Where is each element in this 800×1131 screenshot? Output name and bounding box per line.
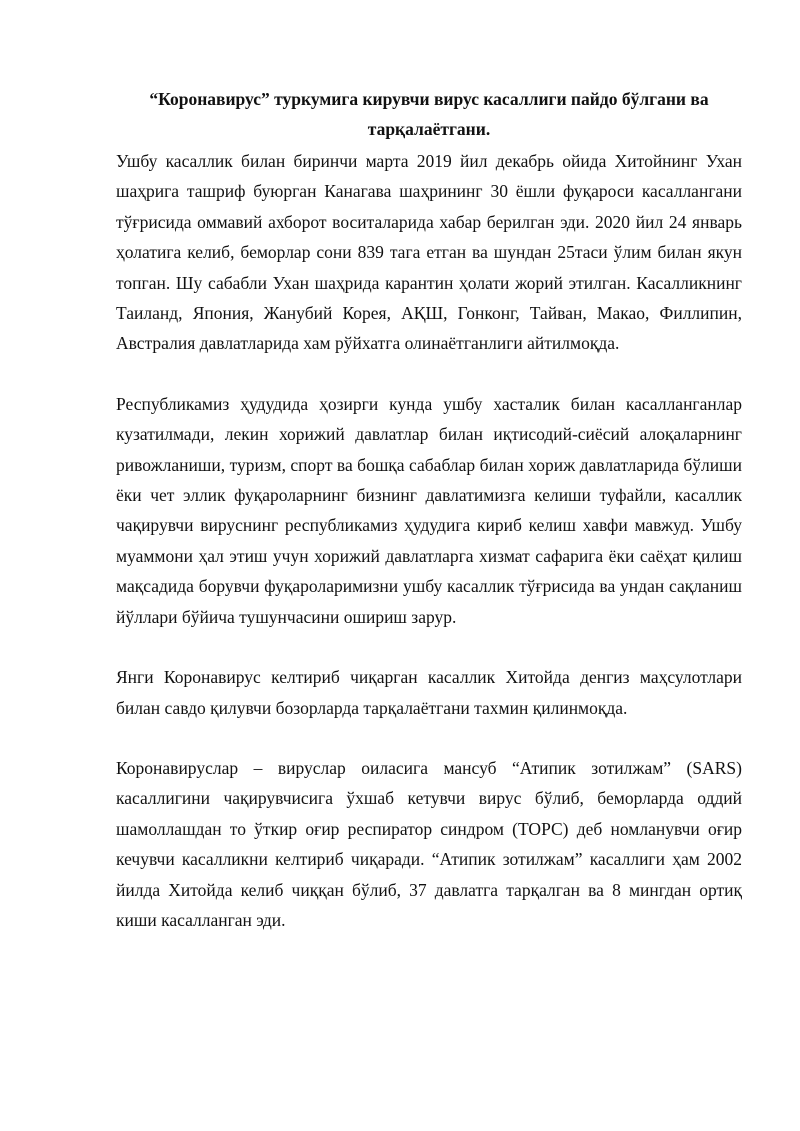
document-page — [116, 84, 742, 965]
paragraph-coronaviruses: Коронавируслар – вируслар оиласига мансуб “Атипик зотилжам” (SARS) касаллигини чақирувчисига ўхшаб кетувчи вирус бўлиб, беморларда оддий шамоллашдан то ўткир оғир респиратор синдром (ТОРС) деб номланувчи оғир кечувчи касалликни келтириб чиқаради. “Атипик зотилжам” касаллиги ҳам 2002 йилда Хитойда келиб чиққан бўлиб, 37 давлатга тарқалган ва 8 мингдан ортиқ киши касалланган эди. — [116, 757, 742, 930]
paragraph-origin: Янги Коронавирус келтириб чиқарган касаллик Хитойда денгиз маҳсулотлари билан савдо қилувчи бозорларда тарқалаётгани тахмин қилинмоқда. — [116, 667, 742, 718]
paragraph-intro: Ушбу касаллик билан биринчи марта 2019 йил декабрь ойида Хитойнинг Ухан шаҳрига ташриф буюрган Канагава шаҳрининг 30 ёшли фуқароси касаллангани тўғрисида оммавий ахборот воситаларида хабар берилган эди. 2020 йил 24 январь ҳолатига келиб, беморлар сони 839 тага етган ва шундан 25таси ўлим билан якун топган. Шу сабабли Ухан шаҳрида карантин ҳолати жорий этилган. Касалликнинг Таиланд, Япония, Жанубий Корея, АҚШ, Гонконг, Тайван, Макао, Филлипин, Австралия давлатларида хам рўйхатга олинаётганлиги айтилмоқда. — [116, 151, 742, 354]
paragraph-risk: Республикамиз ҳудудида ҳозирги кунда ушбу хасталик билан касалланганлар кузатилмади, лекин хорижий давлатлар билан иқтисодий-сиёсий алоқаларнинг ривожланиши, туризм, спорт ва бошқа сабаблар билан хориж давлатларида бўлиши ёки чет эллик фуқароларнинг бизнинг давлатимизга келиши туфайли, касаллик чақирувчи вируснинг республикамиз ҳудудига кириб келиш хавфи мавжуд. Ушбу муаммони ҳал этиш учун хорижий давлатларга хизмат сафарига ёки саёҳат қилиш мақсадида борувчи фуқароларимизни ушбу касаллик тўғрисида ва ундан сақланиш йўллари бўйича тушунчасини ошириш зарур. — [116, 393, 742, 627]
document-title: “Коронавирус” туркумига кирувчи вирус касаллиги пайдо бўлгани ва тарқалаётгани. — [149, 89, 709, 139]
